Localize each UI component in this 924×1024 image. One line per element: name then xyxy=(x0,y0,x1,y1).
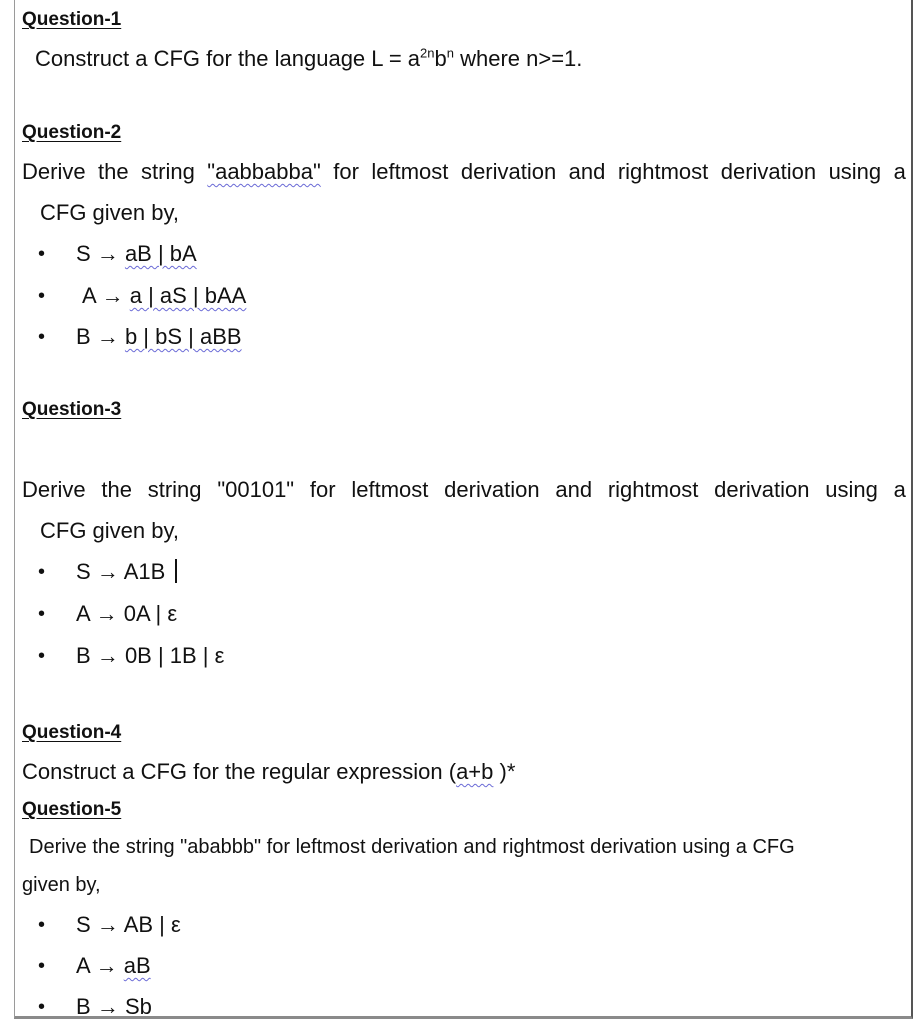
q1-prefix: Construct a CFG for the language L = a xyxy=(35,46,421,71)
bullet-dot: • xyxy=(38,955,46,977)
arrow-icon: → xyxy=(96,324,119,349)
question-4-heading: Question-4 xyxy=(22,722,122,743)
q5-rule-1 xyxy=(76,912,181,938)
q2-word: leftmost xyxy=(371,159,449,184)
arrow-icon: → xyxy=(95,601,118,626)
document-frame xyxy=(14,0,913,1019)
q5-rule-3 xyxy=(76,994,152,1020)
q1-sup2: n xyxy=(446,45,454,61)
rule-lhs: A xyxy=(82,283,96,308)
rule-rhs: A1B xyxy=(123,559,166,584)
arrow-icon: → xyxy=(101,283,124,308)
q3-rule-2 xyxy=(76,601,177,627)
q3-word: string xyxy=(147,477,202,502)
rule-rhs: AB | ε xyxy=(123,912,181,937)
q2-word: derivation xyxy=(460,159,557,184)
bullet-dot: • xyxy=(38,285,46,307)
bullet-dot: • xyxy=(38,561,46,583)
q4-regex: a+b xyxy=(456,759,494,784)
bullet-dot: • xyxy=(38,645,46,667)
q3-word: using xyxy=(825,477,878,502)
question-5-heading: Question-5 xyxy=(22,799,122,820)
rule-lhs: B xyxy=(76,324,91,349)
q4-prefix: Construct a CFG for the regular expression ( xyxy=(22,759,457,784)
rule-rhs: aB | bA xyxy=(124,241,197,266)
rule-lhs: A xyxy=(76,601,90,626)
arrow-icon: → xyxy=(95,953,118,978)
question-1-heading: Question-1 xyxy=(22,9,122,30)
q1-mid: b xyxy=(434,46,447,71)
rule-lhs: B xyxy=(76,994,91,1019)
q2-rule-1 xyxy=(76,241,197,267)
text-cursor xyxy=(175,559,177,583)
rule-lhs: A xyxy=(76,953,90,978)
arrow-icon: → xyxy=(96,912,119,937)
q1-suffix: where n>=1. xyxy=(453,46,583,71)
q3-word: Derive xyxy=(22,477,86,502)
rule-lhs: S xyxy=(76,912,91,937)
q3-word: and xyxy=(555,477,593,502)
q3-rule-1 xyxy=(76,559,177,585)
q2-word: string xyxy=(141,159,195,184)
q5-rule-2 xyxy=(76,953,151,979)
q4-suffix: )* xyxy=(493,759,516,784)
q2-word-string: "aabbabba" xyxy=(207,159,321,184)
q3-rule-3 xyxy=(76,643,224,669)
q2-rule-2 xyxy=(82,283,246,309)
q2-word: a xyxy=(893,159,906,184)
q2-word: using xyxy=(828,159,882,184)
question-5-line2: given by, xyxy=(22,874,101,896)
question-3-line2: CFG given by, xyxy=(40,518,179,543)
q3-word: a xyxy=(893,477,906,502)
rule-rhs: a | aS | bAA xyxy=(129,283,247,308)
question-4-text xyxy=(22,759,515,785)
q2-word: for xyxy=(333,159,359,184)
q3-word: rightmost xyxy=(607,477,699,502)
bullet-dot: • xyxy=(38,914,46,936)
arrow-icon: → xyxy=(96,994,119,1019)
q3-word: derivation xyxy=(714,477,810,502)
bullet-dot: • xyxy=(38,996,46,1018)
q3-word: the xyxy=(101,477,132,502)
rule-rhs: 0A | ε xyxy=(123,601,178,626)
rule-lhs: S xyxy=(76,241,91,266)
q2-word: derivation xyxy=(720,159,817,184)
q2-word: and xyxy=(568,159,606,184)
bullet-dot: • xyxy=(38,243,46,265)
q3-word: leftmost xyxy=(351,477,429,502)
question-2-line2: CFG given by, xyxy=(40,200,179,225)
q1-sup1: 2n xyxy=(420,45,435,61)
question-2-heading: Question-2 xyxy=(22,122,122,143)
rule-rhs: b | bS | aBB xyxy=(124,324,242,349)
question-3-heading: Question-3 xyxy=(22,399,122,420)
q2-rule-3 xyxy=(76,324,242,350)
rule-rhs: Sb xyxy=(124,994,152,1019)
question-1-text xyxy=(35,46,582,72)
arrow-icon: → xyxy=(96,643,119,668)
bullet-dot: • xyxy=(38,326,46,348)
q3-word: for xyxy=(309,477,336,502)
arrow-icon: → xyxy=(96,559,119,584)
q2-word: the xyxy=(98,159,129,184)
q2-word: Derive xyxy=(22,159,86,184)
bullet-dot: • xyxy=(38,603,46,625)
q2-word: rightmost xyxy=(617,159,709,184)
rule-rhs: 0B | 1B | ε xyxy=(124,643,225,668)
q3-word: derivation xyxy=(444,477,540,502)
question-3-line1 xyxy=(22,477,906,503)
question-5-line1: Derive the string "ababbb" for leftmost derivation and rightmost derivation using a CFG xyxy=(29,836,795,858)
q3-word-string: "00101" xyxy=(217,477,295,502)
rule-lhs: S xyxy=(76,559,91,584)
question-2-line1 xyxy=(22,159,906,185)
rule-rhs: aB xyxy=(123,953,151,978)
rule-lhs: B xyxy=(76,643,91,668)
arrow-icon: → xyxy=(96,241,119,266)
